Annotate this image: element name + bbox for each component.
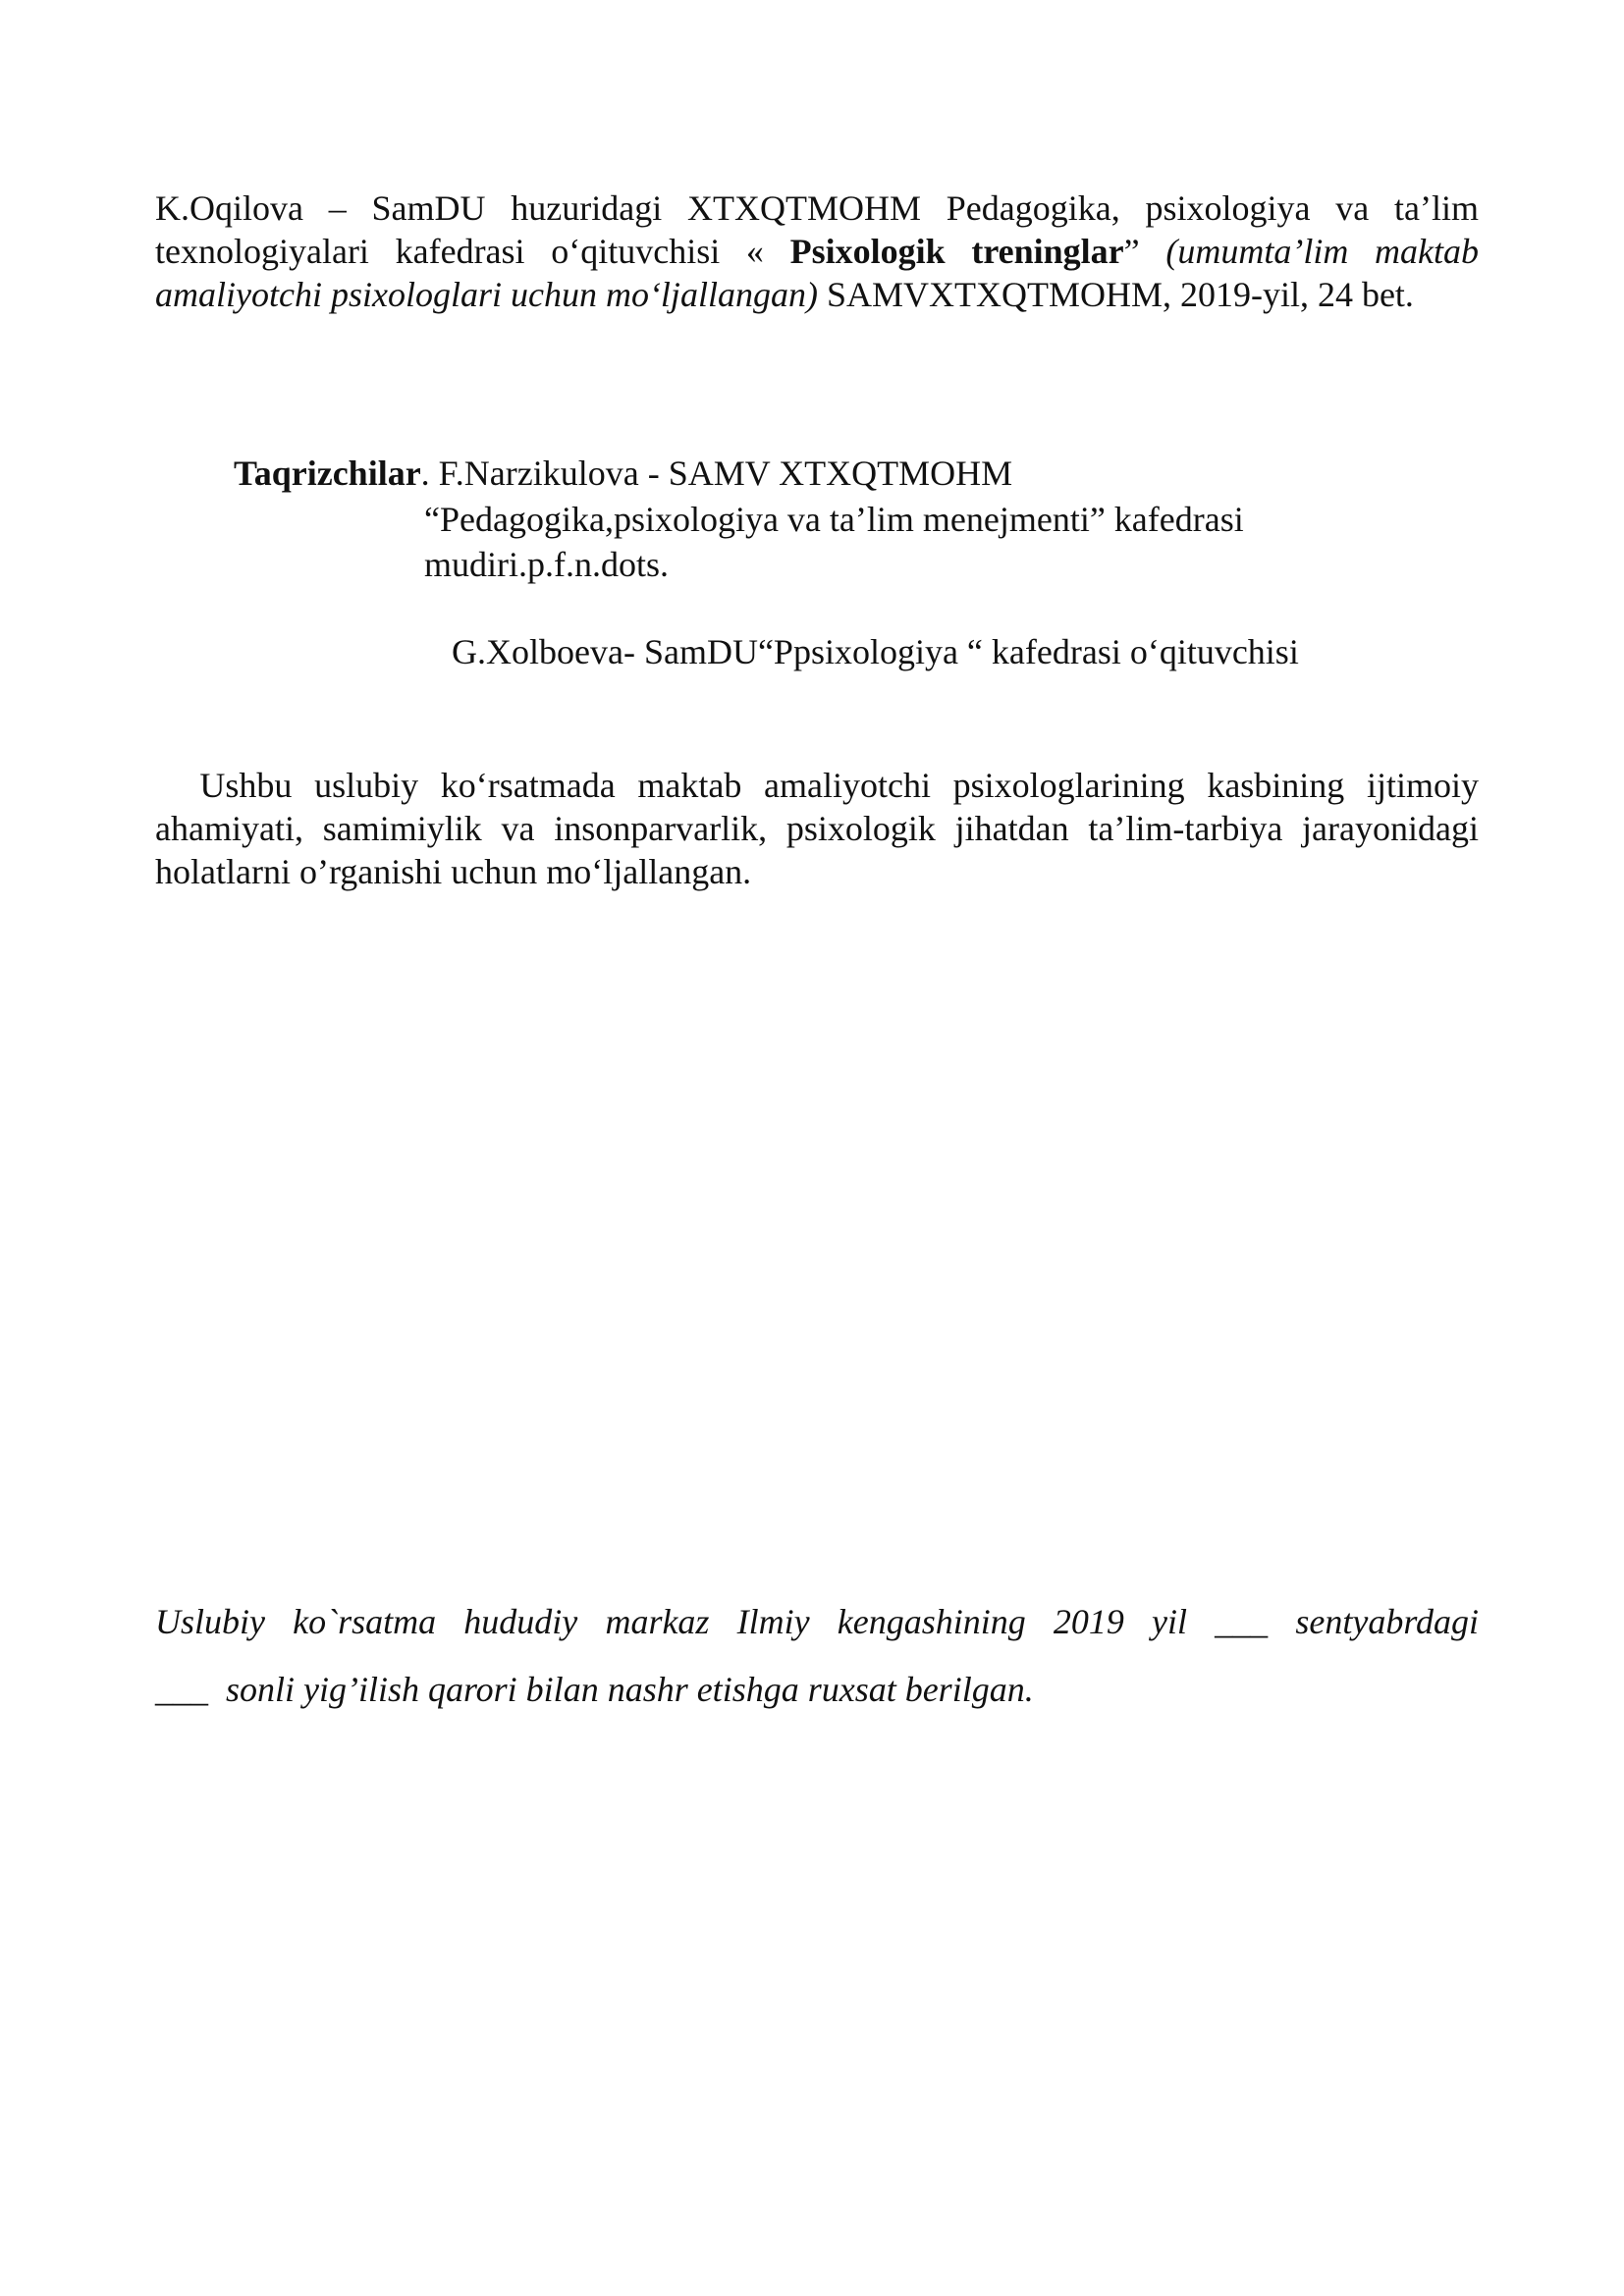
citation-author: K.Oqilova – SamDU huzuridagi XTXQTMOHM Pedagogika, psixologiya va ta’lim texnologiyalari kafedrasi o‘qituvchisi « <box>155 188 1479 271</box>
approval-line-2: ___ sonli yig’ilish qarori bilan nashr etishga ruxsat berilgan. <box>155 1670 1034 1709</box>
annotation-paragraph: Ushbu uslubiy ko‘rsatmada maktab amaliyotchi psixologlarining kasbining ijtimoiy ahamiyati, samimiylik va insonparvarlik, psixologik jihatdan ta’lim-tarbiya jarayonidagi holatlarni o’rganishi uchun mo‘ljallangan. <box>155 766 1489 891</box>
citation-subtitle: (umumta’lim maktab amaliyotchi psixologlari uchun mo‘ljallangan) <box>155 232 1479 314</box>
reviewers-first-line <box>234 452 1012 495</box>
citation-paragraph <box>155 187 1479 316</box>
approval-line-1: Uslubiy ko`rsatma hududiy markaz Ilmiy kengashining 2019 yil ___ sentyabrdagi <box>155 1602 1479 1641</box>
citation-publisher: SAMVXTXQTMOHM, 2019-yil, 24 bet. <box>817 275 1414 314</box>
reviewer-2: G.Xolboeva- SamDU“Ppsixologiya “ kafedrasi o‘qituvchisi <box>452 632 1299 671</box>
reviewers-label-punct: . <box>420 454 439 493</box>
citation-title-close: ” <box>1123 232 1166 271</box>
reviewer-1-position: mudiri.p.f.n.dots. <box>424 545 669 584</box>
reviewer-1-name: F.Narzikulova - SAMV XTXQTMOHM <box>438 454 1013 493</box>
reviewer-1-department: “Pedagogika,psixologiya va ta’lim menejmenti” kafedrasi <box>424 500 1244 539</box>
citation-title: Psixologik treninglar <box>789 232 1124 271</box>
reviewers-label: Taqrizchilar <box>234 454 421 493</box>
